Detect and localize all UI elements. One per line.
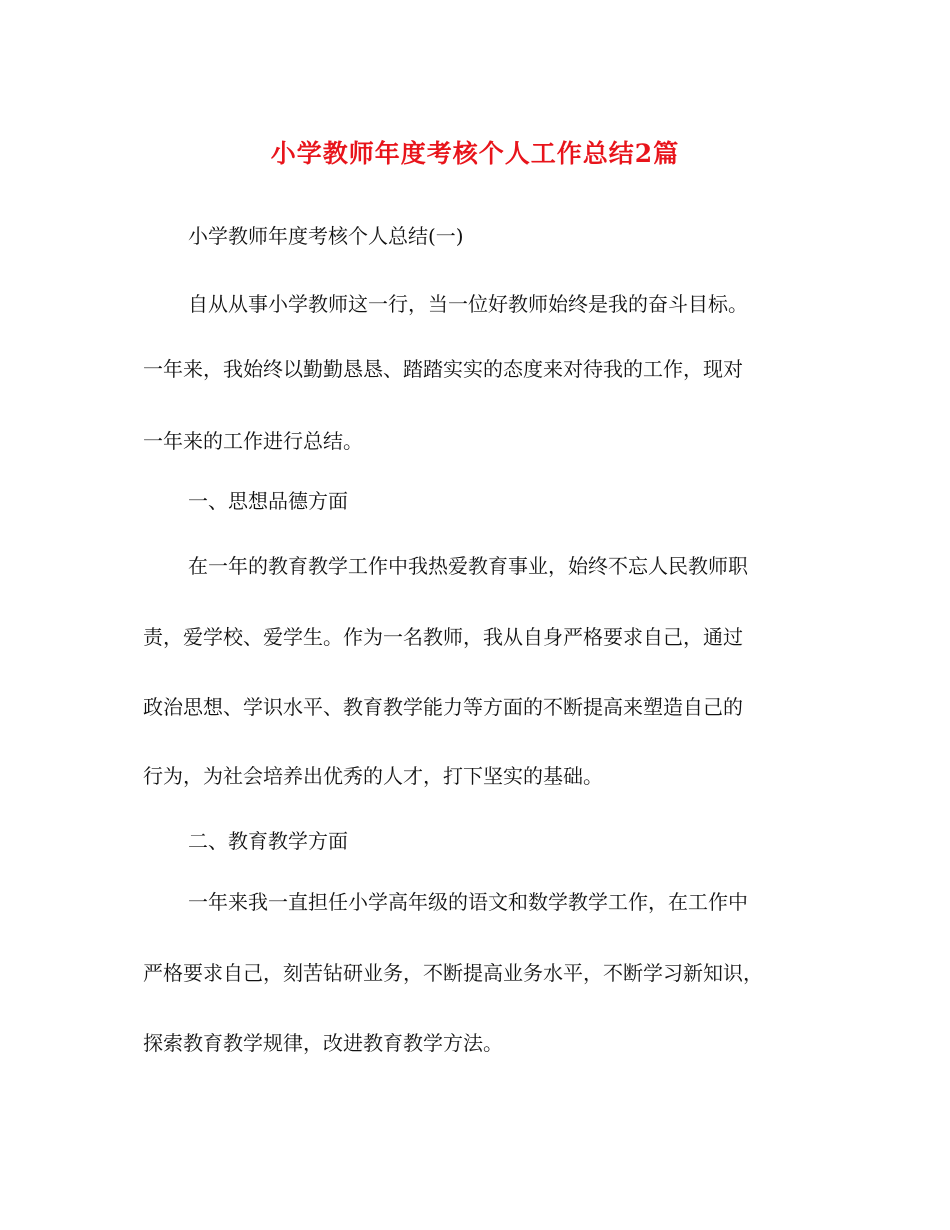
section-heading-summary-1: 小学教师年度考核个人总结(一) (188, 224, 464, 248)
paragraph-line: 责，爱学校、爱学生。作为一名教师，我从自身严格要求自己，通过 (143, 625, 743, 649)
paragraph-line: 一年来我一直担任小学高年级的语文和数学教学工作，在工作中 (188, 890, 748, 914)
paragraph-line: 一年来，我始终以勤勤恳恳、踏踏实实的态度来对待我的工作，现对 (143, 357, 743, 381)
paragraph-line: 探索教育教学规律，改进教育教学方法。 (143, 1031, 503, 1055)
paragraph-line: 自从从事小学教师这一行，当一位好教师始终是我的奋斗目标。 (188, 292, 748, 316)
document-title: 小学教师年度考核个人工作总结2篇 (270, 139, 680, 168)
paragraph-line: 政治思想、学识水平、教育教学能力等方面的不断提高来塑造自己的 (143, 695, 743, 719)
paragraph-line: 严格要求自己，刻苦钻研业务，不断提高业务水平，不断学习新知识， (143, 961, 763, 985)
paragraph-line: 行为，为社会培养出优秀的人才，打下坚实的基础。 (143, 764, 603, 788)
paragraph-line: 在一年的教育教学工作中我热爱教育事业，始终不忘人民教师职 (188, 554, 748, 578)
paragraph-line: 一年来的工作进行总结。 (143, 429, 363, 453)
section-heading-teaching: 二、教育教学方面 (188, 829, 348, 853)
section-heading-ideology: 一、思想品德方面 (188, 489, 348, 513)
